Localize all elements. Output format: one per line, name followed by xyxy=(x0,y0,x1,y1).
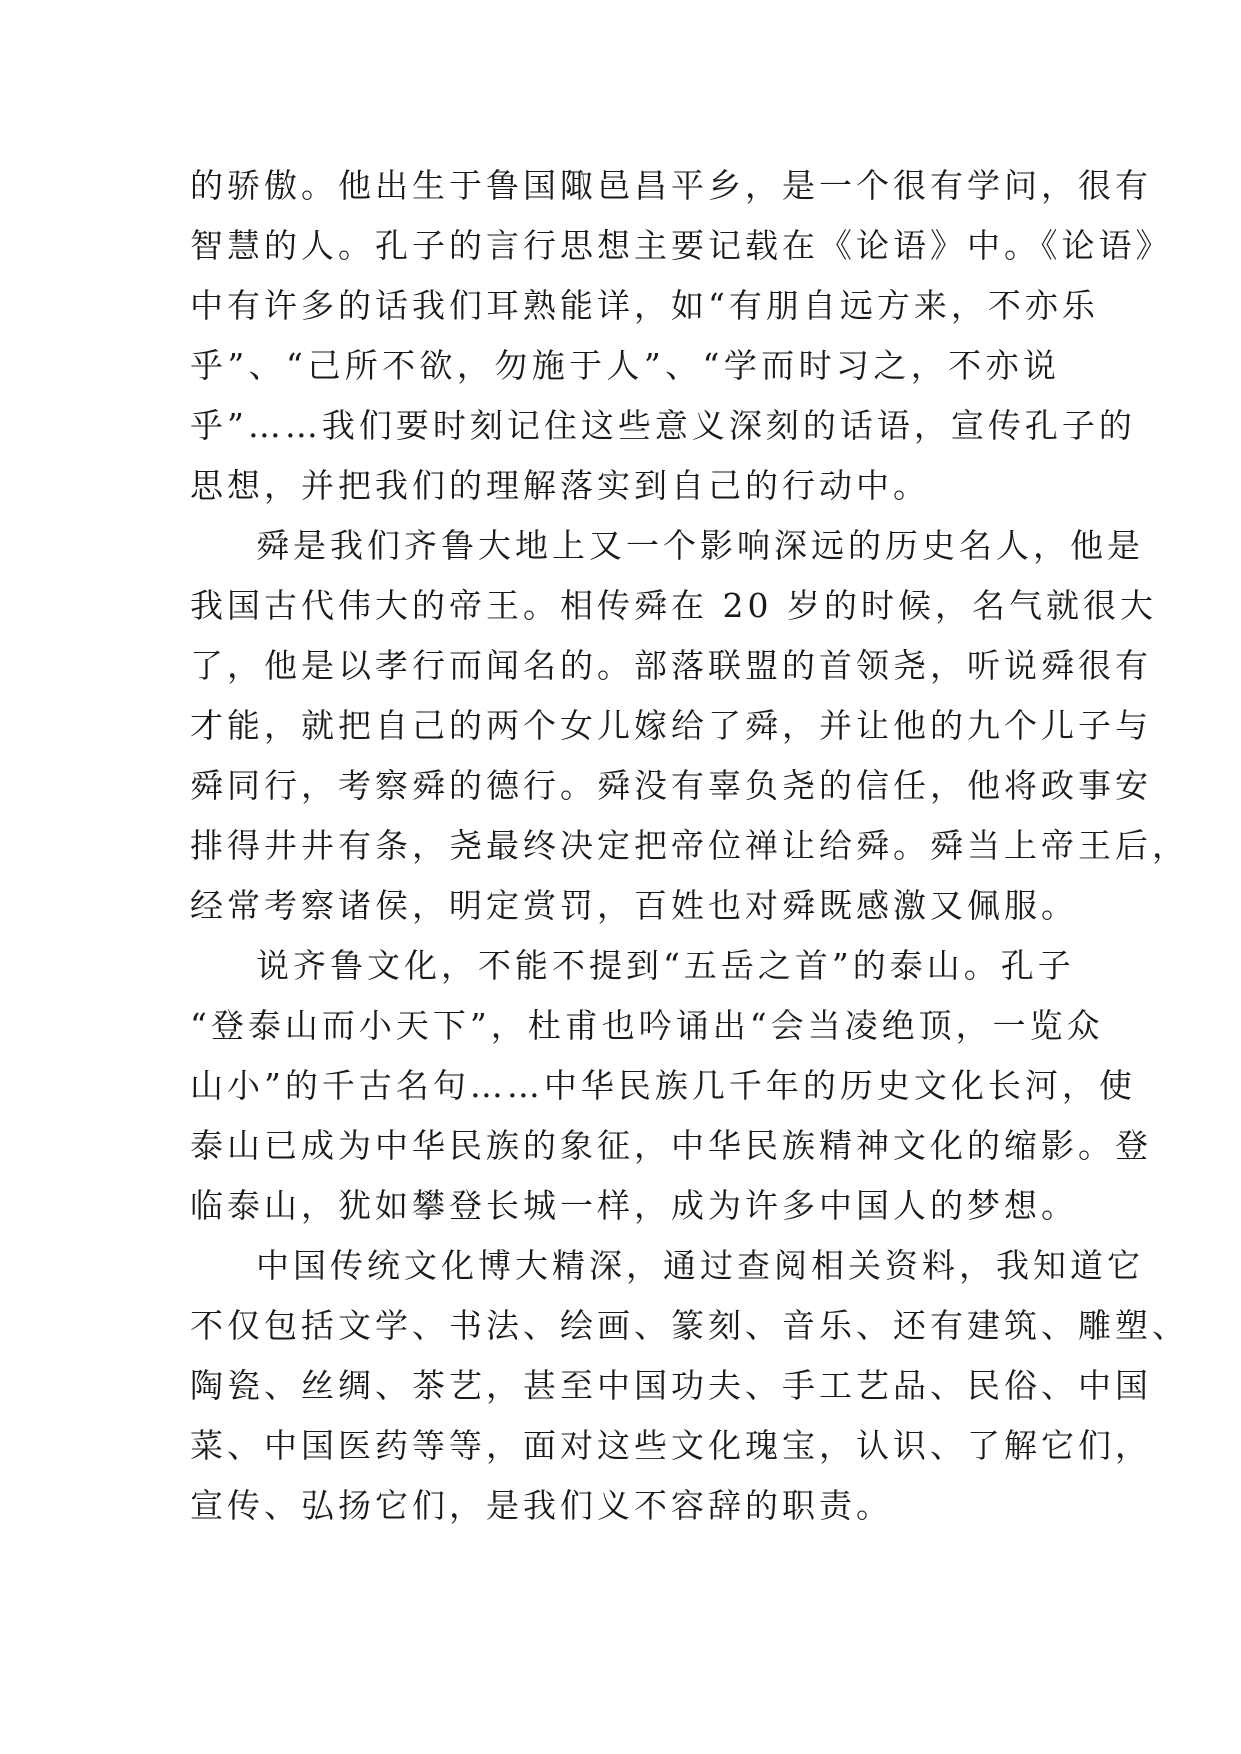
text-line: 宣传、弘扬它们，是我们义不容辞的职责。 xyxy=(190,1486,893,1525)
text-line: 我国古代伟大的帝王。相传舜在 20 岁的时候，名气就很大 xyxy=(190,586,1157,625)
text-line: 经常考察诸侯，明定赏罚，百姓也对舜既感激又佩服。 xyxy=(190,886,1078,925)
text-line: 临泰山，犹如攀登长城一样，成为许多中国人的梦想。 xyxy=(190,1186,1078,1225)
text-line: 中有许多的话我们耳熟能详，如“有朋自远方来，不亦乐 xyxy=(190,286,1099,325)
text-line: 了，他是以孝行而闻名的。部落联盟的首领尧，听说舜很有 xyxy=(190,646,1152,685)
text-line: 泰山已成为中华民族的象征，中华民族精神文化的缩影。登 xyxy=(190,1126,1152,1165)
text-line: 山小”的千古名句……中华民族几千年的历史文化长河，使 xyxy=(190,1066,1136,1105)
text-line: 陶瓷、丝绸、茶艺，甚至中国功夫、手工艺品、民俗、中国 xyxy=(190,1366,1152,1405)
text-line: 的骄傲。他出生于鲁国陬邑昌平乡，是一个很有学问，很有 xyxy=(190,166,1152,205)
paragraph-shun xyxy=(190,516,1189,936)
text-line: 才能，就把自己的两个女儿嫁给了舜，并让他的九个儿子与 xyxy=(190,706,1152,745)
paragraph-mount-tai xyxy=(190,936,1152,1236)
text-line: 中国传统文化博大精深，通过查阅相关资料，我知道它 xyxy=(256,1246,1144,1285)
text-line: 乎”、“己所不欲，勿施于人”、“学而时习之，不亦说 xyxy=(190,346,1060,385)
text-line: 排得井井有条，尧最终决定把帝位禅让给舜。舜当上帝王后， xyxy=(190,826,1189,865)
text-line: 乎”……我们要时刻记住这些意义深刻的话语，宣传孔子的 xyxy=(190,406,1136,445)
paragraph-confucius xyxy=(190,156,1173,516)
text-line: 思想，并把我们的理解落实到自己的行动中。 xyxy=(190,466,930,505)
text-line: 不仅包括文学、书法、绘画、篆刻、音乐、还有建筑、雕塑、 xyxy=(190,1306,1189,1345)
text-line: 智慧的人。孔子的言行思想主要记载在《论语》中。《论语》 xyxy=(190,226,1173,265)
text-line: 舜是我们齐鲁大地上又一个影响深远的历史名人，他是 xyxy=(256,526,1144,565)
paragraph-traditional-culture xyxy=(190,1236,1189,1536)
text-line: “登泰山而小天下”，杜甫也吟诵出“会当凌绝顶，一览众 xyxy=(190,1006,1104,1045)
text-line: 菜、中国医药等等，面对这些文化瑰宝，认识、了解它们， xyxy=(190,1426,1152,1465)
text-line: 说齐鲁文化，不能不提到“五岳之首”的泰山。孔子 xyxy=(256,946,1075,985)
document-body xyxy=(190,156,1189,1536)
text-line: 舜同行，考察舜的德行。舜没有辜负尧的信任，他将政事安 xyxy=(190,766,1152,805)
